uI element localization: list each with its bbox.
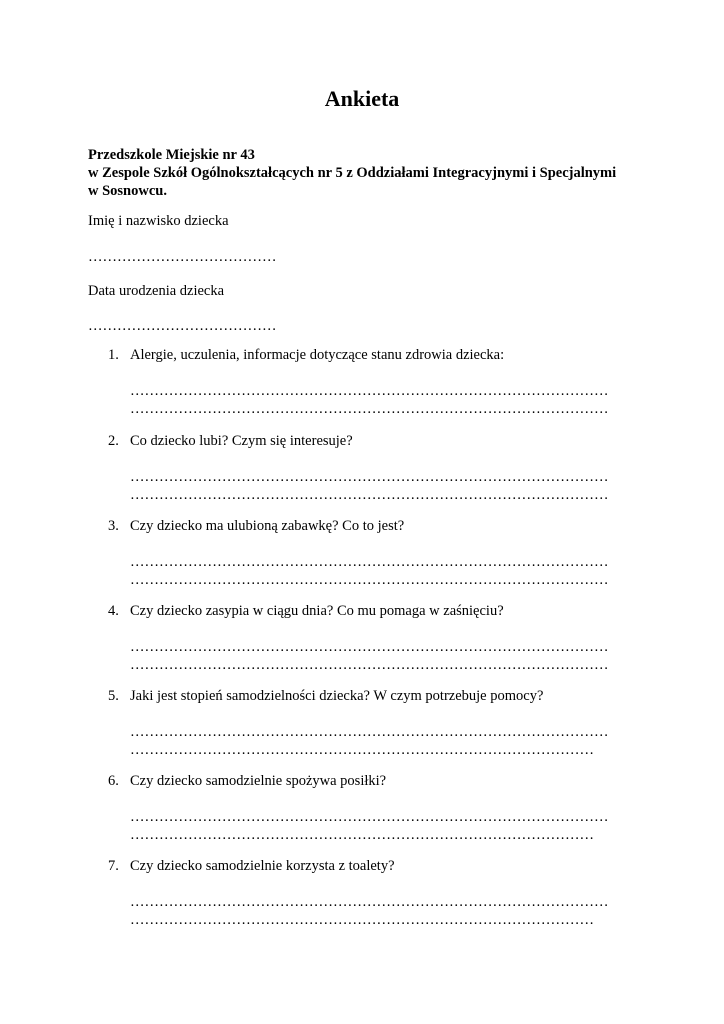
question-7 <box>108 858 395 875</box>
question-5 <box>108 688 543 705</box>
question-text: Alergie, uczulenia, informacje dotyczące stanu zdrowia dziecka: <box>130 347 505 363</box>
answer-7-line-1[interactable]: ……………………………………………………………………………………… <box>130 894 609 910</box>
answer-6-line-2[interactable]: …………………………………………………………………………………… <box>130 827 594 843</box>
question-number: 4. <box>108 603 119 619</box>
answer-1-line-1[interactable]: ……………………………………………………………………………………… <box>130 383 609 399</box>
answer-2-line-2[interactable]: ……………………………………………………………………………………… <box>130 487 609 503</box>
answer-7-line-2[interactable]: …………………………………………………………………………………… <box>130 912 594 928</box>
answer-4-line-1[interactable]: ……………………………………………………………………………………… <box>130 639 609 655</box>
child-name-field[interactable]: ………………………………… <box>88 249 277 265</box>
question-text: Czy dziecko samodzielnie korzysta z toalety? <box>130 858 395 874</box>
question-number: 7. <box>108 858 119 874</box>
answer-3-line-1[interactable]: ……………………………………………………………………………………… <box>130 554 609 570</box>
question-3 <box>108 518 404 535</box>
question-4 <box>108 603 504 620</box>
question-text: Czy dziecko samodzielnie spożywa posiłki? <box>130 773 387 789</box>
question-text: Co dziecko lubi? Czym się interesuje? <box>130 433 353 449</box>
child-name-label: Imię i nazwisko dziecka <box>88 213 229 229</box>
question-number: 5. <box>108 688 119 704</box>
question-text: Czy dziecko zasypia w ciągu dnia? Co mu pomaga w zaśnięciu? <box>130 603 504 619</box>
answer-5-line-1[interactable]: ……………………………………………………………………………………… <box>130 724 609 740</box>
answer-5-line-2[interactable]: …………………………………………………………………………………… <box>130 742 594 758</box>
answer-1-line-2[interactable]: ……………………………………………………………………………………… <box>130 401 609 417</box>
school-name-line-3: w Sosnowcu. <box>88 183 167 199</box>
school-name-line-2: w Zespole Szkół Ogólnokształcących nr 5 z Oddziałami Integracyjnymi i Specjalnymi <box>88 165 617 181</box>
page-title: Ankieta <box>324 86 400 111</box>
question-1 <box>108 347 504 364</box>
question-number: 2. <box>108 433 119 449</box>
question-2 <box>108 433 353 450</box>
question-number: 3. <box>108 518 119 534</box>
answer-4-line-2[interactable]: ……………………………………………………………………………………… <box>130 657 609 673</box>
birth-date-field[interactable]: ………………………………… <box>88 318 277 334</box>
question-6 <box>108 773 386 790</box>
school-name-line-1: Przedszkole Miejskie nr 43 <box>88 147 255 163</box>
answer-3-line-2[interactable]: ……………………………………………………………………………………… <box>130 572 609 588</box>
question-text: Czy dziecko ma ulubioną zabawkę? Co to jest? <box>130 518 405 534</box>
question-number: 1. <box>108 347 119 363</box>
question-number: 6. <box>108 773 119 789</box>
answer-2-line-1[interactable]: ……………………………………………………………………………………… <box>130 469 609 485</box>
question-text: Jaki jest stopień samodzielności dziecka? W czym potrzebuje pomocy? <box>130 688 544 704</box>
answer-6-line-1[interactable]: ……………………………………………………………………………………… <box>130 809 609 825</box>
birth-date-label: Data urodzenia dziecka <box>88 283 225 299</box>
